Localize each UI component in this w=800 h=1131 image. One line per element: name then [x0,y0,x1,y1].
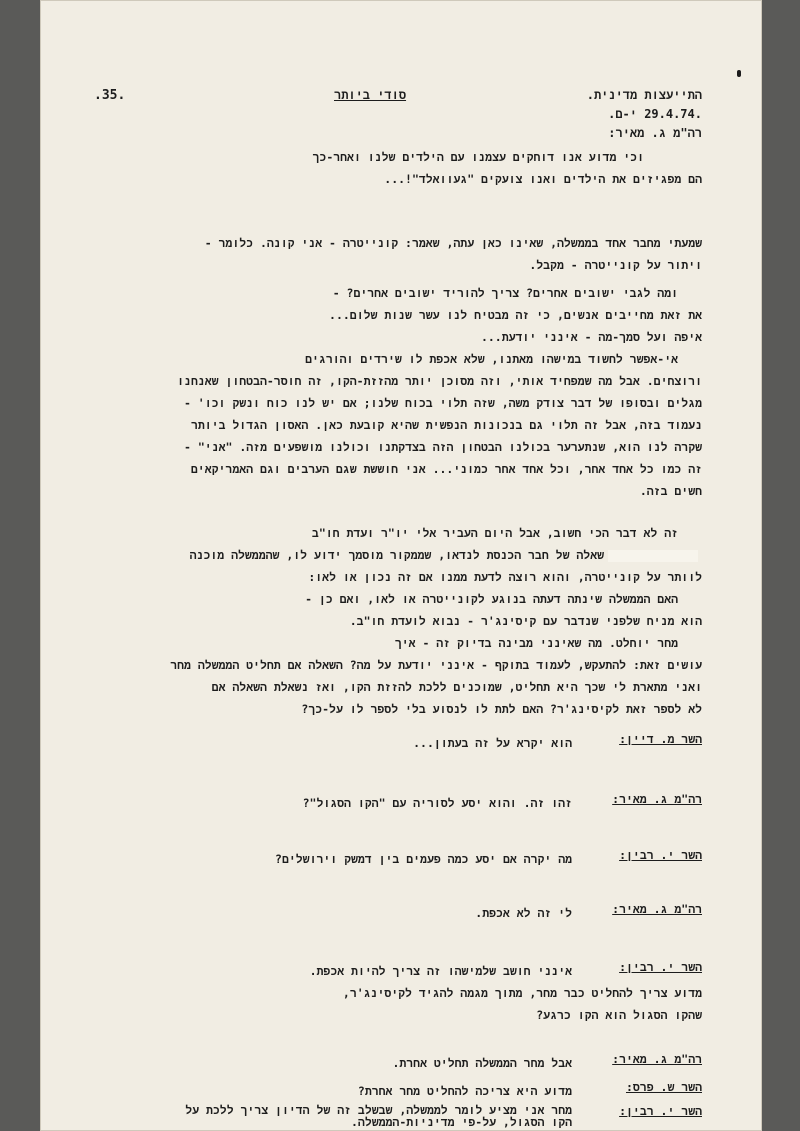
page-number: .35. [94,88,126,103]
utterance [413,732,572,754]
paragraph-line: ואני מתארת לי שכך היא תחליט, שמוכנים ללכת להזזת הקו, ואז נשאלת השאלה אם [211,680,702,694]
utterance [392,1052,572,1074]
paragraph-5 [110,522,702,720]
utterance-line: הוא יקרא על זה בעתון... [413,736,572,750]
header-date: .29.4.74 י-ם. [608,107,702,121]
paragraph-line: זה כמו כל אחד אחר, וכל אחד אחר כמוני... אני חוששת שגם הערבים וגם האמריקאים [190,462,702,476]
speaker-name: השר י. רבין: [619,1104,702,1118]
paragraph-4 [110,348,702,502]
redacted-block [608,550,698,562]
document-header [442,86,702,143]
speaker-name: השר י. רבין: [619,960,702,974]
utterance-line: זהו זה. והוא יסע לסוריה עם "הקו הסגול"? [302,796,572,810]
paragraph-line: לא לספר זאת לקיסינג'ר? האם לתת לו לנסוע בלי לספר לו על-כך? [301,702,702,716]
paragraph-line: נעמוד בזה, אבל זה תלוי גם בנכונות הנפשית שהיא קובעת כאן. האסון הגדול ביותר [190,418,702,432]
speaker-name: רה"מ ג. מאיר: [612,1052,702,1066]
speaker-name: השר מ. דיין: [619,732,702,746]
paragraph-line: האם הממשלה שינתה דעתה בנוגע לקונייטרה או לאו, ואם כן - [305,592,678,606]
utterance [310,960,572,982]
speaker-name: רה"מ ג. מאיר: [612,792,702,806]
paragraph-line: עושים זאת: להתעקש, לעמוד בתוקף - אינני יודעת על מה? השאלה אם תחליט הממשלה מחר [170,658,702,672]
header-org: התייעצות מדינית. [586,88,702,102]
paragraph-line: ומה לגבי ישובים אחרים? צריך להוריד ישובים אחרים? - [332,286,678,300]
utterance-line: הקו הסגול, על-פי מדיניות-הממשלה. [351,1115,572,1129]
utterance-line: שהקו הסגול הוא הקו כרגע? [536,1008,702,1022]
paragraph-line: לוותר על קונייטרה, והוא רוצה לדעת ממנו אם זה נכון או לאו: [308,570,702,584]
dialog-continuation [110,982,702,1026]
utterance [185,1104,572,1128]
utterance-line: לי זה לא אכפת. [475,906,572,920]
header-speaker: רה"מ ג. מאיר: [608,126,702,140]
paragraph-line: הם מפגיזים את הילדים ואנו צועקים "געוואלד"!... [384,172,702,186]
utterance-line: אינני חושב שלמישהו זה צריך להיות אכפת. [309,964,572,978]
paragraph-3 [110,282,702,348]
paragraph-line: זה לא דבר הכי חשוב, אבל היום העביר אלי יו"ר ועדת חו"ב [311,526,678,540]
speaker-name: השר י. רבין: [619,848,702,862]
speaker-name: רה"מ ג. מאיר: [612,902,702,916]
paragraph-line: ורוצחים. אבל מה שמפחיד אותי, וזה מסוכן יותר מהזזת-הקו, זה חוסר-הבטחון שאנחנו [177,374,702,388]
paragraph-line: ויתור על קונייטרה - מקבל. [529,258,702,272]
utterance [303,792,572,814]
paragraph-line: מחר יוחלט. מה שאינני מבינה בדיוק זה - איך [394,636,678,650]
paragraph-line: איפה ועל סמך-מה - אינני יודעת... [480,330,702,344]
paragraph-line [110,544,702,566]
paragraph-line: את זאת מחייבים אנשים, כי זה מבטיח לנו עשר שנות שלום... [329,308,702,322]
utterance-line: מדוע צריך להחליט כבר מחר, מתוך מגמה להגיד לקיסינג'ר, [342,986,702,1000]
document-page [40,0,762,1131]
paragraph-line: הוא מניח שלפני שנדבר עם קיסינג'ר - נבוא לועדת חו"ב. [349,614,702,628]
speaker-name: השר ש. פרס: [625,1080,702,1094]
paragraph-line-text: שאלה של חבר הכנסת לנדאו, שממקור מוסמך ידוע לו, שהממשלה מוכנה [189,548,604,562]
paragraph-line: מגלים ובסופו של דבר צודק משה, שזה תלוי בכוח שלנו; אם יש לנו כוח ונשק וכו' - [183,396,702,410]
utterance [475,902,572,924]
utterance-line: מחר אני מציע לומר לממשלה, שבשלב זה של הדיון צריך ללכת על [185,1103,572,1117]
punch-hole-mark [737,70,741,77]
paragraph-line: חשים בזה. [639,484,702,498]
utterance-line: מדוע היא צריכה להחליט מחר אחרת? [357,1084,572,1098]
utterance-line: מה יקרה אם יסע כמה פעמים בין דמשק וירושלים? [275,852,572,866]
utterance-line: אבל מחר הממשלה תחליט אחרת. [392,1056,572,1070]
paragraph-line: שקרה לנו הוא, שנתערער בכולנו הבטחון הזה בצדקתנו וכולנו מושפעים מזה. "אני" - [184,440,702,454]
paragraph-line: אי-אפשר לחשוד במישהו מאתנו, שלא אכפת לו שירדים והורגים [305,352,678,366]
utterance [275,848,572,870]
paragraph-2 [110,232,702,276]
paragraph-1 [110,146,702,190]
utterance [358,1080,572,1102]
paragraph-line: וכי מדוע אנו דוחקים עצמנו עם הילדים שלנו ואחר-כך [312,150,644,164]
paragraph-line: שמעתי מחבר אחד בממשלה, שאינו כאן עתה, שאמר: קונייטרה - אני קונה. כלומר - [204,236,702,250]
classification-label: סודי ביותר [334,88,407,102]
